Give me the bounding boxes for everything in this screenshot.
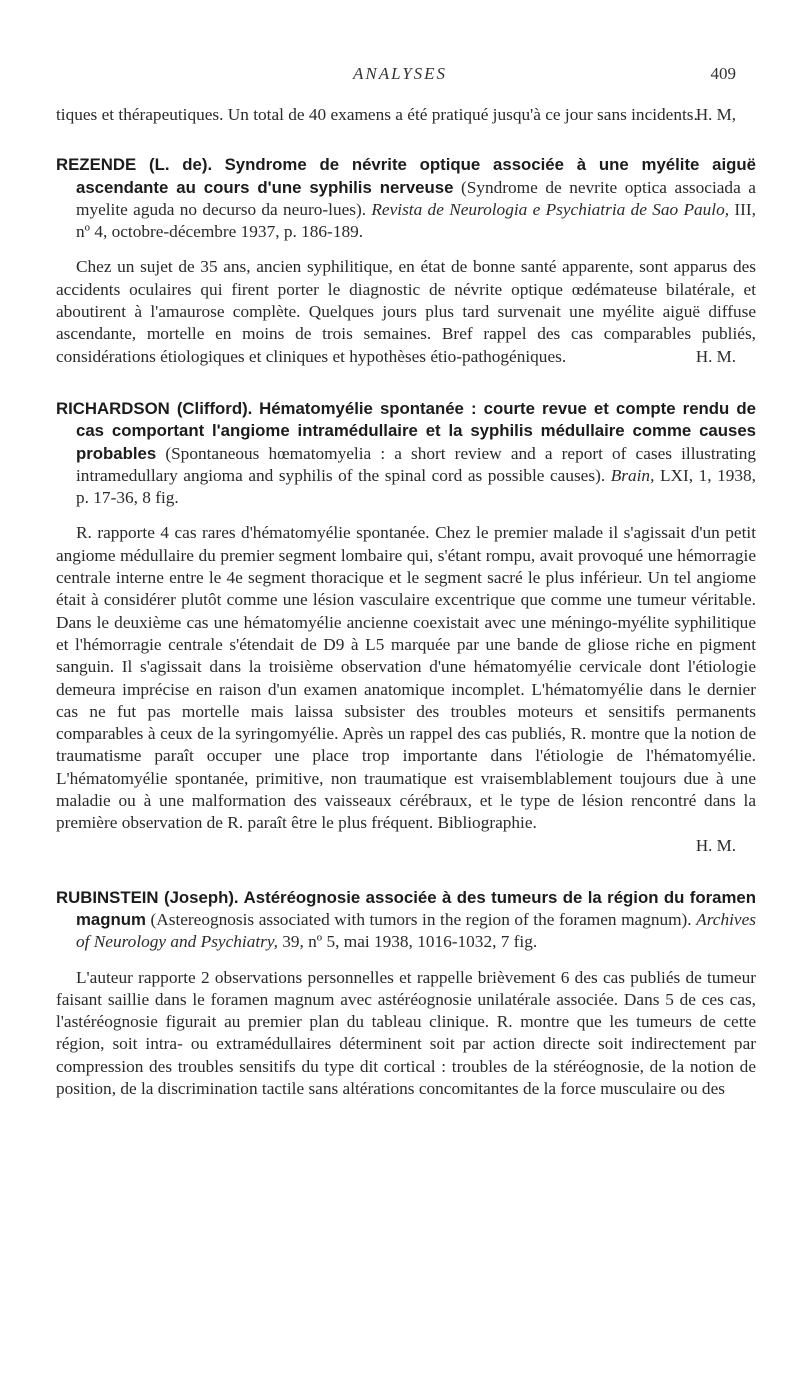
intro-fragment (56, 104, 756, 126)
entry-title: Hématomyélie spontanée : courte revue et compte rendu de cas comportant l'angiome intramédullaire et la syphilis médullaire comme causes probables (76, 398, 756, 463)
entry-body: R. rapporte 4 cas rares d'hématomyélie spontanée. Chez le premier malade il s'agissait d'un petit angiome médullaire du premier segment lombaire qui, s'étant rompu, avait provoqué une hémorragie centrale interne entre le 4e segment thoracique et le segment sacré le plus inférieur. Un tel angiome était à considérer plutôt comme une lésion vasculaire excentrique que comme une tumeur véritable. Dans le deuxième cas une hématomyélie ancienne coexistait avec une méningo-myélite syphilitique et l'hémorragie centrale s'étendait de D9 à L5 marquée par une bande de gliose riche en pigment sanguin. Il s'agissait dans la troisième observation d'une hématomyélie cervicale dont l'étiologie demeura imprécise en raison d'un examen anatomique incomplet. L'hématomyélie dans le dernier cas ne fut pas mortelle mais laissa subsister des troubles moteurs et sensitifs permanents comparables à ceux de la syringomyélie. Après un rappel des cas publiés, R. montre que la notion de traumatisme paraît occuper une place trop importante dans l'étiologie de l'hématomyélie. L'hématomyélie spontanée, primitive, non traumatique est vraisemblablement toujours due à une maladie ou à une malformation des vaisseaux cérébraux, et le type de lésion rencontré dans la première observation de R. paraît être le plus fréquent. Bibliographie. (56, 523, 756, 833)
entry-translation: (Spontaneous hœmatomyelia : a short review and a report of cases illustrating intramedullary angioma and syphilis of the spinal cord as possible causes). (76, 443, 756, 485)
entry-signature: H. M. (695, 346, 736, 366)
page-content (56, 104, 756, 1100)
review-entry (56, 398, 756, 857)
entry-author: RUBINSTEIN (Joseph). (56, 887, 239, 907)
entry-reference: III, nº 4, octobre-décembre 1937, p. 186-189. (76, 199, 756, 242)
entry-reference: 39, nº 5, mai 1938, 1016-1032, 7 fig. (277, 932, 538, 952)
entry-reference: LXI, 1, 1938, p. 17-36, 8 fig. (76, 465, 756, 508)
intro-signature: H. M, (695, 105, 736, 125)
entry-title: Astéréognosie associée à des tumeurs de la région du foramen magnum (76, 887, 756, 929)
review-entry (56, 154, 756, 368)
entry-translation: (Syndrome de nevrite optica associada a myelite aguda no decurso da neuro-lues). (76, 177, 756, 219)
review-entry (56, 887, 756, 1101)
entry-author: RICHARDSON (Clifford). (56, 398, 253, 418)
intro-text: tiques et thérapeutiques. Un total de 40 examens a été pratiqué jusqu'à ce jour sans incidents. (56, 105, 698, 124)
entry-heading (56, 154, 756, 243)
entry-title: Syndrome de névrite optique associée à une myélite aiguë ascendante au cours d'une syphilis nerveuse (76, 155, 756, 197)
entry-heading (56, 887, 756, 954)
entry-journal: Revista de Neurologia e Psychiatria de Sao Paulo, (371, 199, 730, 219)
entry-heading (56, 398, 756, 509)
entry-journal: Brain, (610, 465, 655, 485)
running-title: ANALYSES (352, 64, 448, 83)
page-header (0, 64, 800, 88)
entry-body: Chez un sujet de 35 ans, ancien syphilitique, en état de bonne santé apparente, sont apparus des accidents oculaires qui firent porter le diagnostic de névrite optique œdémateuse bilatérale, et aboutirent à l'amaurose complète. Quelques jours plus tard survenait une myélite aiguë diffuse ascendante, mortelle en moins de trois semaines. Bref rappel des cas comparables publiés, considérations étiologiques et cliniques et hypothèses étio-pathogéniques. (56, 257, 756, 366)
entry-signature: H. M. (695, 835, 736, 855)
entry-author: REZENDE (L. de). (56, 155, 213, 175)
entry-translation: (Astereognosis associated with tumors in the region of the foramen magnum). (145, 909, 697, 929)
entry-body: L'auteur rapporte 2 observations personnelles et rappelle brièvement 6 des cas publiés de tumeur faisant saillie dans le foramen magnum avec astéréognosie unilatérale associée. Dans 5 de ces cas, l'astéréognosie figurait au premier plan du tableau clinique. R. montre que les tumeurs de cette région, soit intra- ou extramédullaires déterminent soit par action directe soit indirectement par compression des troubles sensitifs du type dit cortical : troubles de la stéréognosie, de la notion de position, de la discrimination tactile sans altérations concomitantes de la force musculaire ou des (56, 967, 756, 1098)
entry-journal: Archives of Neurology and Psychiatry, (76, 909, 756, 952)
page-number: 409 (710, 64, 736, 83)
